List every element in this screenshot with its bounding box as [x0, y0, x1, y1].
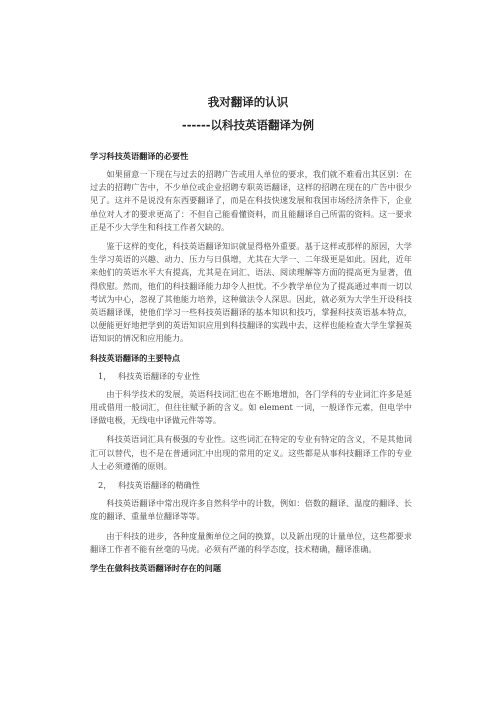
paragraph: 鉴于这样的变化，科技英语翻译知识就显得格外重要。基于这样或那样的原因，大学生学习英语的兴趣、动力、压力与日俱增，尤其在大学一、二年级更是如此。因此，近年来他们的英语水平大有提高，尤其是在词汇、语法、阅读理解等方面的提高更为显著，值得欣慰。然而，他们的科技翻译能力却令人担忧。不少教学单位为了提高通过率而一切以考试为中心，忽视了其他能力培养，这种做法令人深思。因此，就必须为大学生开设科技英语翻译课，使他们学习一些科技英语翻译的基本知识和技巧，掌握科技英语基本特点，以便能更好地把学到的英语知识应用到科技翻译的实践中去，这样也能检查大学生掌握英语知识的情况和应用能力。 — [90, 241, 412, 344]
paragraph: 如果留意一下现在与过去的招聘广告或用人单位的要求，我们就不难看出其区别：在过去的招聘广告中，不少单位或企业招聘专职英语翻译，这样的招聘在现在的广告中很少见了。这并不是说没有东西要翻译了，而是在科技快速发展和我国市场经济条件下，企业单位对人才的要求更高了：不但自己能看懂资料，而且能翻译自己所需的资料。这一要求正是不少大学生和科技工作者欠缺的。 — [90, 169, 412, 232]
item-label: 科技英语翻译的精确性 — [118, 480, 200, 491]
paragraph: 科技英语翻译中常出现许多自然科学中的计数，例如：倍数的翻译、温度的翻译、长度的翻译、重量单位翻译等等。 — [90, 498, 412, 522]
numbered-subheading — [90, 370, 412, 383]
item-number: 1， — [98, 370, 112, 381]
item-label: 科技英语翻译的专业性 — [118, 370, 200, 381]
document-body — [90, 150, 412, 580]
section-heading: 科技英语翻译的主要特点 — [90, 352, 181, 363]
numbered-subheading — [90, 479, 412, 492]
section-heading: 学生在做科技英语翻译时存在的问题 — [90, 563, 222, 574]
item-number: 2， — [98, 480, 112, 491]
section-heading: 学习科技英语翻译的必要性 — [90, 151, 189, 161]
paragraph: 科技英语词汇具有极强的专业性。这些词汇在特定的专业有特定的含义，不是其他词汇可以替代，也不是在普通词汇中出现的常用的定义。这些都是从事科技翻译工作的专业人士必须遵循的原则。 — [90, 434, 412, 471]
paragraph: 由于科学技术的发展，英语科技词汇也在不断地增加，各门学科的专业词汇许多是延用或借用一般词汇，但往往赋予新的含义。如 element 一词，一般译作元素，但电学中译做电极，无线电中译做元件等等。 — [90, 388, 412, 426]
document-subtitle: ------以科技英语翻译为例 — [181, 118, 315, 132]
document-title: 我对翻译的认识 — [207, 95, 289, 109]
paragraph: 由于科技的进步，各种度量衡单位之间的换算，以及新出现的计量单位，这些都要求翻译工作者不能有丝毫的马虎。必须有严谨的科学态度，技术精确，翻译准确。 — [90, 530, 412, 554]
